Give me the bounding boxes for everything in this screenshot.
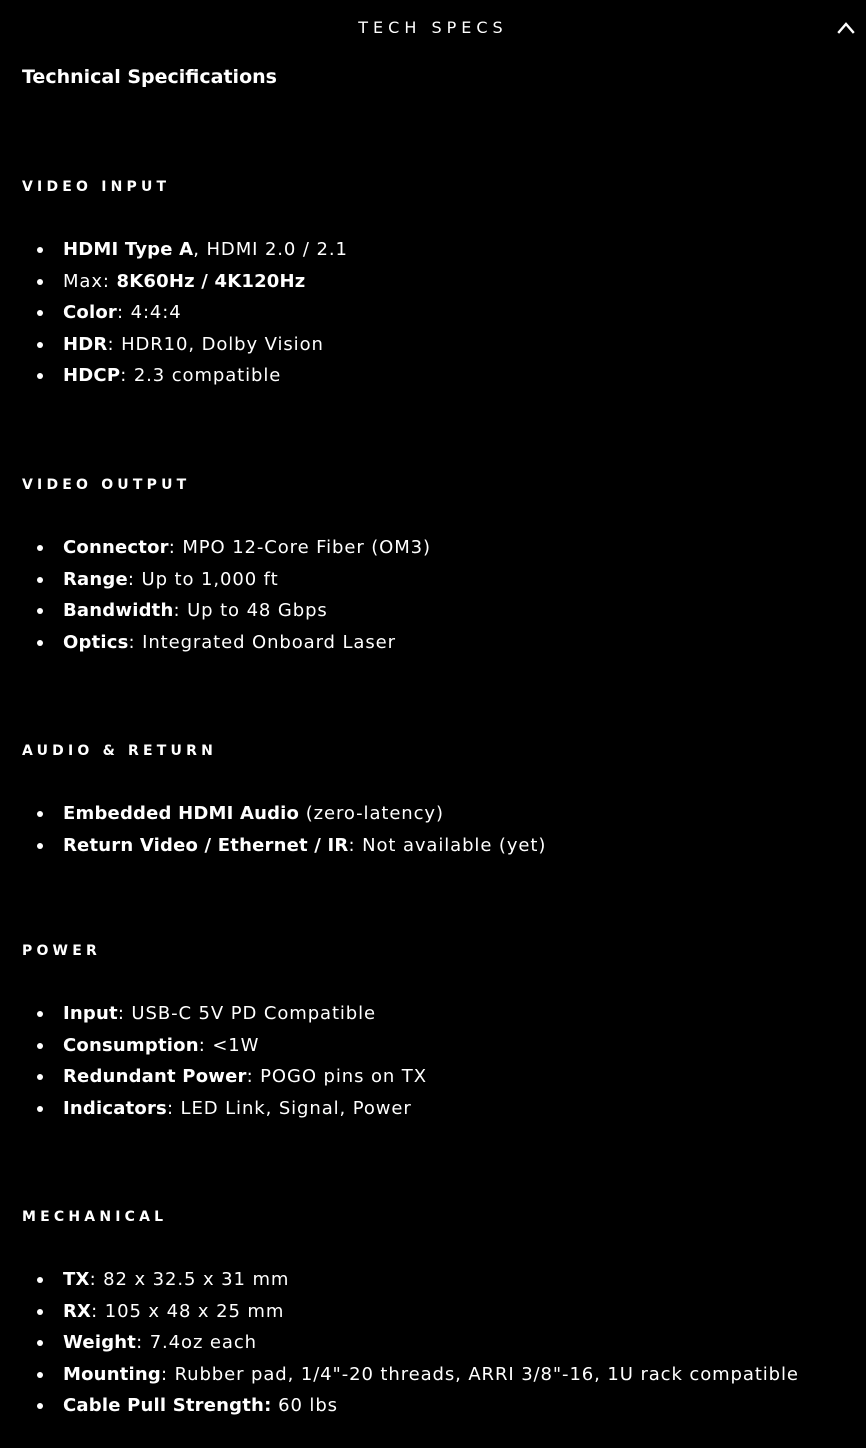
chevron-up-icon[interactable] bbox=[836, 18, 856, 38]
spec-value: POGO pins on TX bbox=[260, 1066, 427, 1087]
spec-value: 2.3 compatible bbox=[133, 365, 282, 386]
spec-key: Indicators bbox=[63, 1097, 167, 1119]
spec-list-mechanical bbox=[22, 1264, 799, 1422]
spec-separator: : bbox=[348, 834, 363, 856]
spec-value: Rubber pad, 1/4"-20 threads, ARRI 3/8"-16, 1U rack compatible bbox=[174, 1363, 799, 1385]
spec-list-audio-return bbox=[22, 798, 546, 861]
spec-key: Weight bbox=[63, 1332, 137, 1353]
spec-value: USB-C 5V PD Compatible bbox=[131, 1003, 377, 1024]
spec-value: (zero-latency) bbox=[305, 803, 444, 824]
spec-item bbox=[22, 532, 431, 564]
spec-list-power bbox=[22, 998, 427, 1124]
spec-item bbox=[22, 1390, 799, 1422]
spec-separator bbox=[299, 803, 306, 824]
spec-list-video-output bbox=[22, 532, 431, 658]
section-heading-power: POWER bbox=[22, 943, 101, 959]
spec-value: Integrated Onboard Laser bbox=[142, 631, 396, 653]
spec-separator: : bbox=[173, 600, 188, 621]
spec-item bbox=[22, 1061, 427, 1093]
spec-item bbox=[22, 1030, 427, 1062]
spec-value: Up to 48 Gbps bbox=[187, 600, 328, 621]
spec-key: Return Video / Ethernet / IR bbox=[63, 834, 349, 856]
spec-key: Optics bbox=[63, 631, 129, 653]
spec-list-video-input bbox=[22, 234, 348, 392]
section-heading-video-output: VIDEO OUTPUT bbox=[22, 477, 191, 493]
spec-key: HDR bbox=[63, 333, 108, 355]
section-heading-audio-return: AUDIO & RETURN bbox=[22, 743, 218, 759]
spec-separator: : bbox=[117, 302, 131, 323]
spec-separator: : bbox=[117, 1003, 132, 1024]
spec-item bbox=[22, 266, 348, 298]
spec-separator: : bbox=[127, 568, 142, 590]
spec-separator: : bbox=[128, 631, 143, 653]
accordion-header[interactable] bbox=[0, 0, 866, 58]
spec-value: HDR10, Dolby Vision bbox=[121, 333, 324, 355]
spec-item bbox=[22, 360, 348, 392]
spec-value: 82 x 32.5 x 31 mm bbox=[103, 1269, 290, 1290]
spec-key: Connector bbox=[63, 537, 169, 558]
spec-value: <1W bbox=[212, 1034, 260, 1056]
spec-key: HDMI Type A bbox=[63, 239, 194, 260]
spec-key: TX bbox=[63, 1269, 90, 1290]
spec-key: Consumption bbox=[63, 1034, 199, 1056]
spec-key: Mounting bbox=[63, 1363, 161, 1385]
spec-key: 8K60Hz / 4K120Hz bbox=[116, 270, 306, 292]
spec-key: Range bbox=[63, 568, 128, 590]
spec-separator: : bbox=[160, 1363, 175, 1385]
spec-item bbox=[22, 1359, 799, 1391]
spec-value: 4:4:4 bbox=[130, 302, 182, 323]
spec-value: Up to 1,000 ft bbox=[141, 568, 279, 590]
spec-value: LED Link, Signal, Power bbox=[180, 1097, 412, 1119]
spec-separator: : bbox=[136, 1332, 150, 1353]
spec-value: 7.4oz each bbox=[149, 1332, 257, 1353]
spec-separator: : bbox=[246, 1066, 261, 1087]
section-heading-mechanical: MECHANICAL bbox=[22, 1209, 168, 1225]
spec-item bbox=[22, 1296, 799, 1328]
spec-separator: : bbox=[168, 537, 183, 558]
section-heading-video-input: VIDEO INPUT bbox=[22, 179, 171, 195]
spec-item bbox=[22, 1093, 427, 1125]
spec-item bbox=[22, 564, 431, 596]
spec-item bbox=[22, 627, 431, 659]
spec-item bbox=[22, 595, 431, 627]
spec-item bbox=[22, 329, 348, 361]
spec-value: 60 lbs bbox=[278, 1395, 338, 1416]
spec-item bbox=[22, 998, 427, 1030]
spec-key: RX bbox=[63, 1300, 92, 1322]
spec-key: Embedded HDMI Audio bbox=[63, 803, 300, 824]
spec-item bbox=[22, 234, 348, 266]
spec-separator: : bbox=[198, 1034, 213, 1056]
page-title: Technical Specifications bbox=[22, 66, 277, 88]
spec-item bbox=[22, 830, 546, 862]
spec-separator: : bbox=[120, 365, 134, 386]
spec-value: MPO 12-Core Fiber (OM3) bbox=[182, 537, 431, 558]
spec-key: Cable Pull Strength: bbox=[63, 1395, 272, 1416]
spec-key: Input bbox=[63, 1003, 118, 1024]
spec-prefix: Max: bbox=[63, 270, 117, 292]
spec-separator: , bbox=[193, 239, 207, 260]
spec-separator: : bbox=[91, 1300, 105, 1322]
spec-value: HDMI 2.0 / 2.1 bbox=[206, 239, 348, 260]
spec-value: 105 x 48 x 25 mm bbox=[104, 1300, 285, 1322]
spec-key: Color bbox=[63, 302, 117, 323]
spec-item bbox=[22, 297, 348, 329]
spec-item bbox=[22, 1264, 799, 1296]
spec-separator: : bbox=[89, 1269, 104, 1290]
spec-key: Redundant Power bbox=[63, 1066, 247, 1087]
spec-key: HDCP bbox=[63, 365, 121, 386]
spec-separator: : bbox=[107, 333, 122, 355]
accordion-title[interactable]: TECH SPECS bbox=[358, 18, 508, 37]
spec-item bbox=[22, 798, 546, 830]
spec-value: Not available (yet) bbox=[362, 834, 547, 856]
spec-key: Bandwidth bbox=[63, 600, 174, 621]
spec-item bbox=[22, 1327, 799, 1359]
spec-separator: : bbox=[166, 1097, 181, 1119]
